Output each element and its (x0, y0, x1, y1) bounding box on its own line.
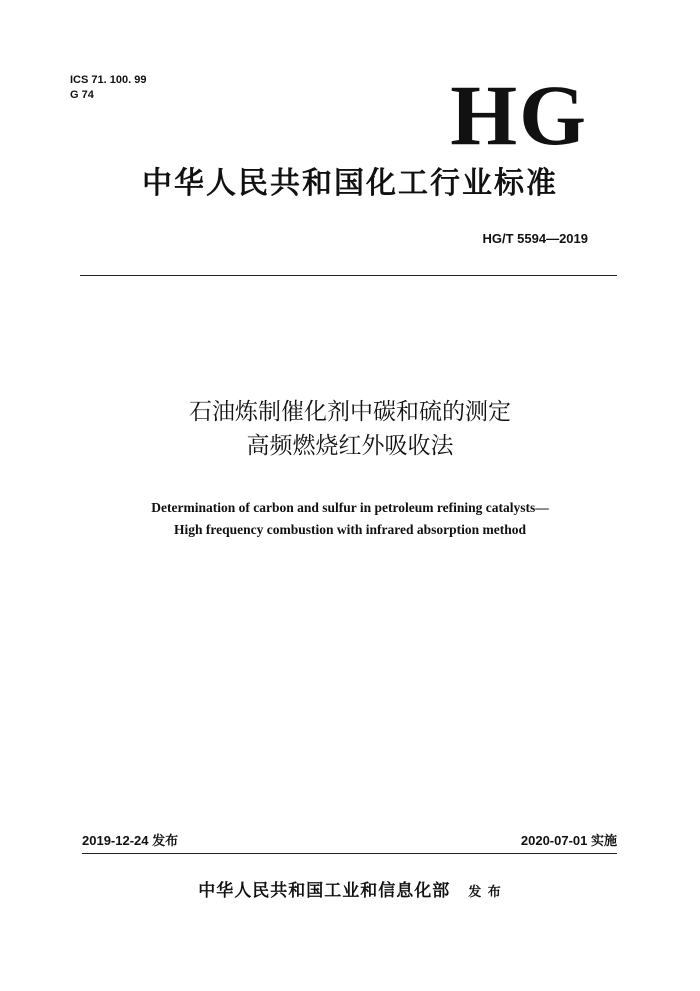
implementation-date: 2020-07-01 实施 (520, 833, 617, 848)
title-english (0, 497, 700, 541)
top-divider (80, 275, 617, 276)
hg-logo: HG (450, 67, 588, 163)
standard-category: 中华人民共和国化工行业标准 (142, 166, 558, 201)
title-english-line-2: High frequency combustion with infrared absorption method (173, 522, 527, 537)
title-chinese-line-2: 高频燃烧红外吸收法 (246, 433, 454, 459)
ccs-code: G 74 (70, 89, 94, 101)
ics-code: ICS 71. 100. 99 (70, 74, 147, 86)
title-chinese-line-1: 石油炼制催化剂中碳和硫的测定 (189, 399, 511, 425)
publisher (0, 880, 700, 904)
title-english-line-1: Determination of carbon and sulfur in petroleum refining catalysts— (151, 500, 549, 515)
publisher-suffix: 发 布 (468, 885, 502, 900)
publisher-name: 中华人民共和国工业和信息化部 (198, 881, 451, 901)
title-chinese (0, 395, 700, 463)
bottom-divider (82, 853, 617, 854)
issue-date: 2019-12-24 发布 (82, 833, 179, 848)
standard-number: HG/T 5594—2019 (482, 231, 588, 246)
